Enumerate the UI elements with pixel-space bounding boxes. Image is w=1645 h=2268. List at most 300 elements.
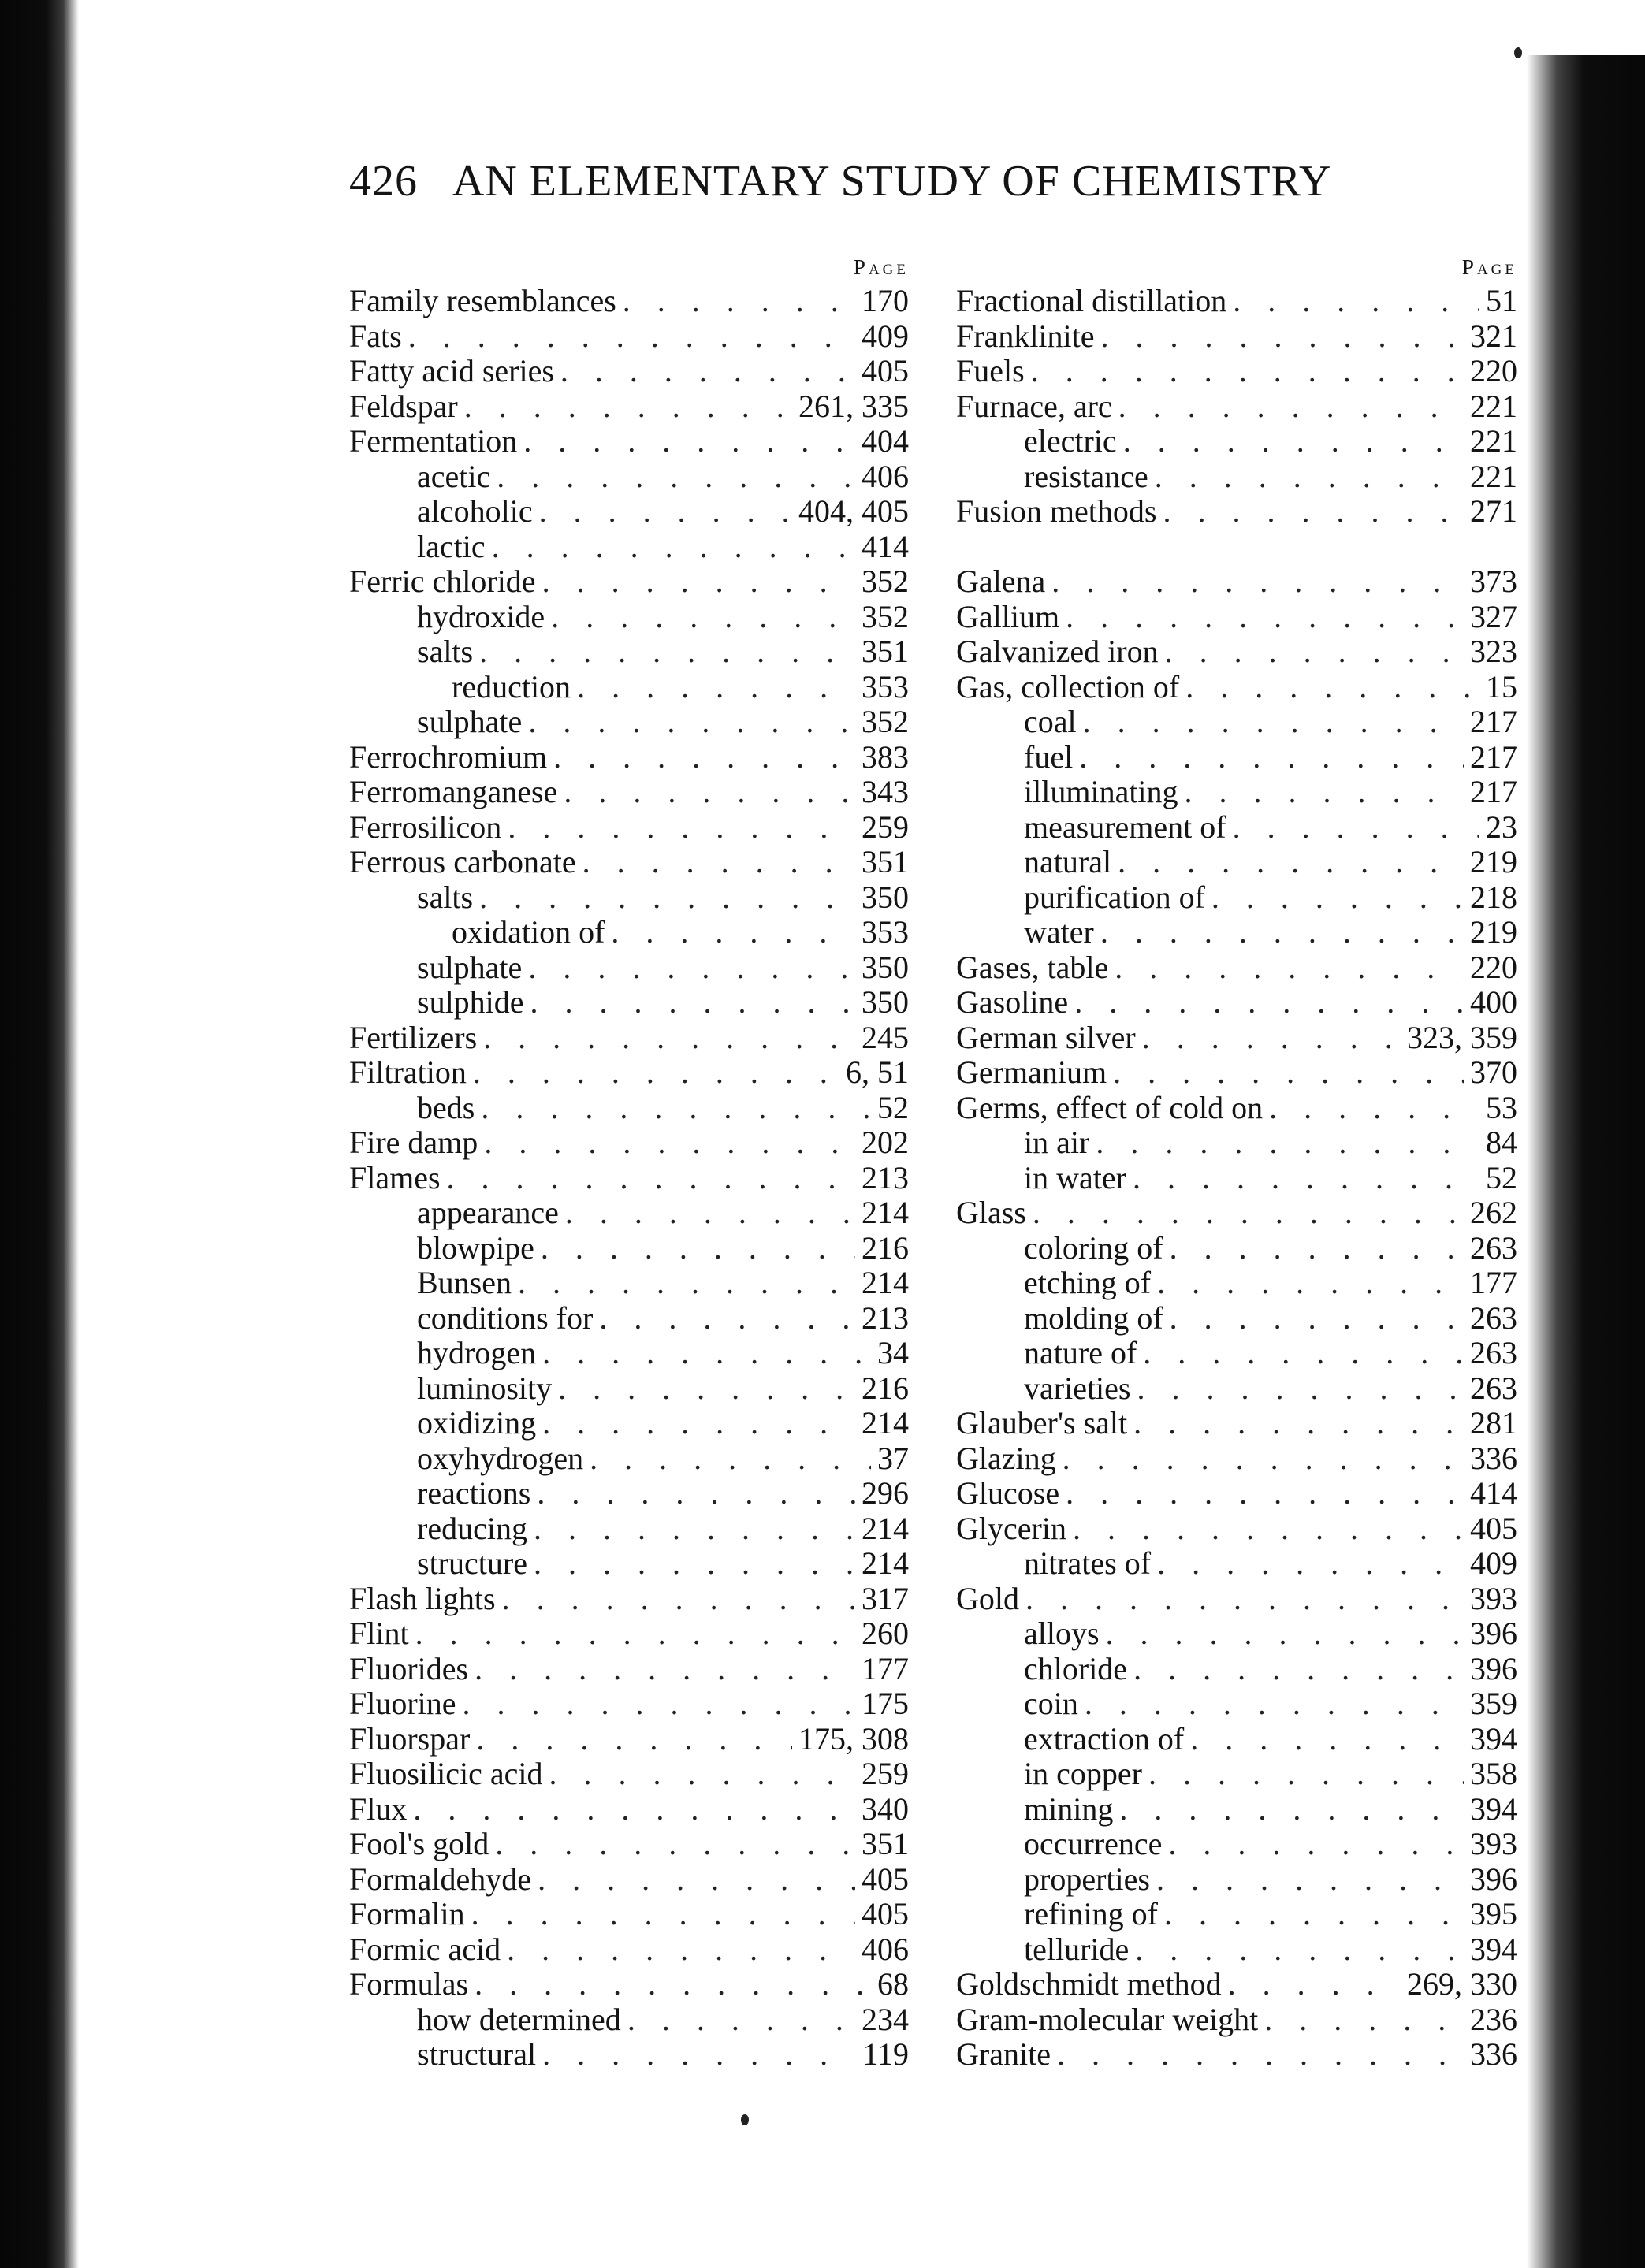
page-reference: 175, 308 <box>798 1720 909 1757</box>
page-reference: 351 <box>862 634 909 669</box>
page-reference: 359 <box>1470 1686 1517 1721</box>
index-term: Germanium <box>956 1054 1107 1090</box>
index-term: oxidizing <box>417 1405 537 1441</box>
index-term: oxidation of <box>452 914 605 950</box>
page-reference: 400 <box>1470 984 1517 1020</box>
dot-leader <box>549 1757 855 1792</box>
page-reference: 214 <box>862 1545 909 1581</box>
index-column-right <box>956 251 1517 2073</box>
page-reference: 373 <box>1470 563 1517 599</box>
dot-leader <box>508 810 855 846</box>
page-reference: 353 <box>862 668 909 705</box>
index-entry <box>956 634 1517 670</box>
index-entry <box>349 1231 909 1266</box>
dot-leader <box>1118 845 1464 880</box>
dot-leader <box>1211 880 1464 916</box>
page-reference: 409 <box>862 318 909 354</box>
index-term: salts <box>417 634 474 669</box>
index-entry <box>349 810 909 846</box>
index-term: Fluorides <box>349 1650 469 1686</box>
page-reference: 259 <box>862 1756 909 1791</box>
dot-leader <box>1051 564 1464 600</box>
index-term: Fuels <box>956 353 1025 389</box>
index-term: coloring of <box>1024 1229 1163 1266</box>
page-reference: 261, 335 <box>798 388 909 424</box>
dot-leader <box>447 1161 855 1196</box>
index-term: Glauber's salt <box>956 1405 1128 1441</box>
index-term: etching of <box>1024 1265 1152 1300</box>
page-reference: 216 <box>862 1229 909 1266</box>
dot-leader <box>492 530 855 565</box>
index-term: fuel <box>1024 738 1074 775</box>
index-term: hydrogen <box>417 1335 537 1370</box>
dot-leader <box>1066 600 1464 635</box>
index-entry <box>956 775 1517 810</box>
dot-leader <box>479 880 855 916</box>
scan-edge-right <box>1527 55 1645 2268</box>
page-reference: 177 <box>1470 1265 1517 1300</box>
dot-leader <box>1096 1125 1479 1161</box>
dot-leader <box>1185 670 1479 705</box>
page-reference: 358 <box>1470 1756 1517 1791</box>
index-entry <box>956 1441 1517 1477</box>
dot-leader <box>1142 1021 1401 1056</box>
index-entry <box>956 2002 1517 2038</box>
index-entry <box>349 1125 909 1161</box>
index-term: Gram-molecular weight <box>956 2001 1259 2037</box>
page-reference: 409 <box>1470 1545 1517 1581</box>
index-entry <box>349 1827 909 1862</box>
dot-leader <box>1033 1195 1464 1231</box>
dot-leader <box>1113 1055 1464 1091</box>
index-entry <box>956 1827 1517 1862</box>
dot-leader <box>484 1125 855 1161</box>
index-term: blowpipe <box>417 1229 534 1266</box>
index-term: reduction <box>452 668 571 705</box>
index-entry <box>349 1021 909 1056</box>
index-entry <box>956 2037 1517 2073</box>
page-reference: 321 <box>1470 318 1517 354</box>
dot-leader <box>1100 915 1464 950</box>
index-entry <box>349 915 909 950</box>
dot-leader <box>1106 1616 1464 1652</box>
page-reference: 350 <box>862 984 909 1020</box>
dot-leader <box>582 845 855 880</box>
dot-leader <box>590 1441 871 1477</box>
index-term: Flash lights <box>349 1580 496 1616</box>
index-term: electric <box>1024 423 1117 459</box>
index-entry <box>349 284 909 319</box>
dot-leader <box>1170 1301 1464 1337</box>
page-reference: 23 <box>1486 809 1517 845</box>
index-term: luminosity <box>417 1370 553 1406</box>
index-entry <box>349 494 909 530</box>
index-entry <box>956 1897 1517 1932</box>
page-reference: 214 <box>862 1510 909 1546</box>
index-entry <box>349 1546 909 1582</box>
dot-leader <box>553 740 855 775</box>
index-term: coal <box>1024 704 1077 739</box>
dot-leader <box>483 1021 855 1056</box>
index-term: Ferrochromium <box>349 738 548 775</box>
index-term: extraction of <box>1024 1720 1185 1757</box>
index-term: Feldspar <box>349 388 458 424</box>
index-term: acetic <box>417 458 491 494</box>
dot-leader <box>475 1652 855 1687</box>
index-entry <box>956 1757 1517 1792</box>
dot-leader <box>560 354 855 389</box>
page-reference: 269, 330 <box>1407 1966 1517 2002</box>
index-term: Germs, effect of cold on <box>956 1089 1264 1125</box>
page-reference: 262 <box>1470 1195 1517 1230</box>
page-reference: 406 <box>862 1931 909 1967</box>
index-entry <box>349 634 909 670</box>
index-term: Gas, collection of <box>956 668 1180 705</box>
dot-leader <box>1083 705 1464 740</box>
page-reference: 34 <box>877 1335 909 1370</box>
index-entry-list <box>956 284 1517 2073</box>
dot-leader <box>542 564 855 600</box>
index-entry <box>349 530 909 565</box>
page-reference: 214 <box>862 1405 909 1441</box>
index-term: Fire damp <box>349 1125 478 1160</box>
index-entry-list <box>349 284 909 2073</box>
index-term: coin <box>1024 1686 1078 1721</box>
index-term: resistance <box>1024 458 1148 494</box>
index-term: reactions <box>417 1475 531 1511</box>
index-term: reducing <box>417 1510 527 1546</box>
dot-leader <box>463 1686 855 1722</box>
index-entry <box>349 950 909 986</box>
dot-leader <box>473 1055 839 1091</box>
index-term: Gasoline <box>956 984 1069 1020</box>
index-term: alloys <box>1024 1615 1100 1651</box>
index-entry <box>349 1055 909 1091</box>
index-term: Fatty acid series <box>349 353 554 389</box>
page-reference: 220 <box>1470 353 1517 389</box>
dot-leader <box>537 1476 855 1511</box>
index-entry <box>349 1967 909 2002</box>
index-entry <box>956 880 1517 916</box>
index-term: Furnace, arc <box>956 388 1112 424</box>
page-reference: 119 <box>862 2036 909 2072</box>
dot-leader <box>495 1827 855 1862</box>
index-term: chloride <box>1024 1650 1128 1686</box>
index-term: Formic acid <box>349 1931 501 1967</box>
page-reference: 396 <box>1470 1650 1517 1686</box>
page-reference: 219 <box>1470 844 1517 879</box>
page-reference: 218 <box>1470 879 1517 915</box>
index-entry <box>956 1371 1517 1407</box>
dot-leader <box>1085 1686 1464 1722</box>
dot-leader <box>1074 985 1464 1021</box>
index-entry <box>349 424 909 459</box>
page-reference: 170 <box>862 283 909 318</box>
index-entry <box>349 1161 909 1196</box>
index-term: Fluorine <box>349 1686 456 1721</box>
page-reference: 52 <box>877 1089 909 1125</box>
index-entry <box>349 459 909 495</box>
page-reference: 217 <box>1470 704 1517 739</box>
index-entry <box>349 1336 909 1371</box>
index-term: water <box>1024 914 1094 950</box>
page-reference: 350 <box>862 949 909 985</box>
dot-leader <box>542 2037 856 2073</box>
index-term: Fool's gold <box>349 1826 489 1861</box>
page-reference: 281 <box>1470 1405 1517 1441</box>
dot-leader <box>551 600 855 635</box>
page-reference: 396 <box>1470 1615 1517 1651</box>
page-reference: 351 <box>862 844 909 879</box>
index-entry <box>349 1266 909 1301</box>
page-reference: 234 <box>862 2001 909 2037</box>
index-entry <box>956 564 1517 600</box>
dot-leader <box>413 1792 855 1827</box>
dot-leader <box>599 1301 855 1337</box>
dot-leader <box>1157 1546 1464 1582</box>
index-term: Fats <box>349 318 402 354</box>
dot-leader <box>1133 1406 1464 1441</box>
page-reference: 15 <box>1486 668 1517 705</box>
index-entry <box>956 1055 1517 1091</box>
index-term: Fusion methods <box>956 493 1157 529</box>
index-entry <box>349 1406 909 1441</box>
index-term: Family resemblances <box>349 283 616 318</box>
dot-leader <box>1143 1336 1464 1371</box>
page-reference: 296 <box>862 1475 909 1511</box>
index-entry <box>956 1862 1517 1898</box>
dot-leader <box>1157 1266 1464 1301</box>
index-term: illuminating <box>1024 774 1178 809</box>
index-term: Filtration <box>349 1054 467 1090</box>
index-entry <box>349 389 909 425</box>
dot-leader <box>408 319 855 355</box>
dot-leader <box>1123 424 1464 459</box>
page-reference: 221 <box>1470 388 1517 424</box>
index-entry <box>956 1336 1517 1371</box>
page-reference: 214 <box>862 1265 909 1300</box>
dot-leader <box>558 1371 855 1407</box>
page-reference: 340 <box>862 1790 909 1827</box>
index-entry <box>956 1266 1517 1301</box>
index-term: German silver <box>956 1019 1136 1055</box>
page-reference: 323, 359 <box>1407 1019 1517 1055</box>
page-reference: 213 <box>862 1299 909 1336</box>
index-term: Flux <box>349 1790 408 1827</box>
index-term: nitrates of <box>1024 1545 1152 1581</box>
page-reference: 352 <box>862 563 909 599</box>
index-term: Fractional distillation <box>956 283 1227 318</box>
dot-leader <box>1155 459 1464 495</box>
index-term: Bunsen <box>417 1265 512 1300</box>
index-term: Granite <box>956 2036 1051 2072</box>
page-reference: 51 <box>1486 283 1517 318</box>
dot-leader <box>415 1616 855 1652</box>
dot-leader <box>1073 1511 1464 1547</box>
page-reference: 219 <box>1470 914 1517 950</box>
page-reference: 317 <box>862 1580 909 1616</box>
index-term: Goldschmidt method <box>956 1966 1222 2002</box>
index-entry <box>956 459 1517 495</box>
dot-leader <box>1135 1932 1464 1968</box>
index-entry <box>956 1091 1517 1126</box>
index-term: measurement of <box>1024 809 1226 845</box>
page-reference: 352 <box>862 598 909 634</box>
page-number: 426 <box>349 157 418 206</box>
index-entry <box>349 1511 909 1547</box>
dot-leader <box>518 1266 855 1301</box>
dot-leader <box>1063 1441 1464 1477</box>
index-entry <box>956 1161 1517 1196</box>
index-entry <box>956 389 1517 425</box>
index-entry <box>956 284 1517 319</box>
dot-leader <box>475 1967 871 2002</box>
page-reference: 343 <box>862 774 909 809</box>
dot-leader <box>481 1091 871 1126</box>
index-entry <box>349 985 909 1021</box>
dot-leader <box>534 1511 855 1547</box>
page-reference: 259 <box>862 809 909 845</box>
index-entry <box>349 775 909 810</box>
dot-leader <box>1101 319 1464 355</box>
dot-leader <box>530 985 855 1021</box>
dot-leader <box>1165 634 1464 670</box>
dot-leader <box>1031 354 1464 389</box>
index-term: Ferric chloride <box>349 563 536 599</box>
dot-leader <box>1133 1161 1479 1196</box>
index-entry <box>956 705 1517 740</box>
index-term: Flames <box>349 1159 441 1195</box>
page-reference: 213 <box>862 1159 909 1195</box>
index-entry <box>956 494 1517 530</box>
index-entry <box>956 424 1517 459</box>
page-reference: 214 <box>862 1195 909 1230</box>
index-term: Ferrosilicon <box>349 809 502 845</box>
page-reference: 350 <box>862 879 909 915</box>
index-term: Galena <box>956 563 1046 599</box>
index-entry <box>349 1722 909 1757</box>
page-reference: 245 <box>862 1019 909 1055</box>
dot-leader <box>1185 775 1464 810</box>
page-reference: 414 <box>1470 1475 1517 1511</box>
index-term: oxyhydrogen <box>417 1440 584 1476</box>
index-entry <box>349 1441 909 1477</box>
dot-leader <box>1264 2002 1464 2038</box>
page-reference: 260 <box>862 1615 909 1651</box>
index-column-left <box>349 251 909 2073</box>
index-entry <box>349 740 909 775</box>
index-entry <box>349 1757 909 1792</box>
page-reference: 37 <box>877 1440 909 1476</box>
dot-leader <box>1119 1792 1464 1827</box>
index-term: varieties <box>1024 1370 1131 1406</box>
page-reference: 394 <box>1470 1720 1517 1757</box>
index-entry <box>956 354 1517 389</box>
page-reference: 263 <box>1470 1370 1517 1406</box>
index-entry <box>349 1792 909 1827</box>
index-term: Gold <box>956 1580 1019 1616</box>
index-term: structure <box>417 1545 527 1581</box>
index-entry <box>956 1511 1517 1547</box>
page-reference: 216 <box>862 1370 909 1406</box>
index-entry <box>956 1195 1517 1231</box>
index-entry <box>956 319 1517 355</box>
index-term: Glycerin <box>956 1510 1066 1546</box>
page-reference: 217 <box>1470 738 1517 775</box>
index-term: Gallium <box>956 598 1060 634</box>
column-header-page: Page <box>853 255 909 279</box>
index-term: Formaldehyde <box>349 1861 532 1897</box>
dot-leader <box>534 1546 855 1582</box>
index-entry <box>956 810 1517 846</box>
page-reference: 395 <box>1470 1896 1517 1932</box>
index-entry <box>956 1686 1517 1722</box>
dot-leader <box>1156 1862 1464 1898</box>
index-entry <box>956 1021 1517 1056</box>
dot-leader <box>1137 1371 1464 1407</box>
scan-speck <box>1514 47 1522 58</box>
index-term: sulphate <box>417 949 523 985</box>
index-entry <box>349 2037 909 2073</box>
dot-leader <box>542 1336 871 1371</box>
dot-leader <box>542 1406 855 1441</box>
index-entry <box>956 1125 1517 1161</box>
dot-leader <box>1233 284 1479 319</box>
index-entry <box>349 705 909 740</box>
index-term: in air <box>1024 1125 1090 1160</box>
page-reference: 393 <box>1470 1826 1517 1861</box>
index-term: refining of <box>1024 1896 1158 1932</box>
index-term: sulphide <box>417 984 524 1020</box>
index-term: sulphate <box>417 704 523 739</box>
index-entry <box>956 1301 1517 1337</box>
page-reference: 221 <box>1470 458 1517 494</box>
dot-leader <box>538 1862 855 1898</box>
page-reference: 263 <box>1470 1335 1517 1370</box>
dot-leader <box>1025 1582 1464 1617</box>
dot-leader <box>1118 389 1464 425</box>
index-term: telluride <box>1024 1931 1130 1967</box>
index-entry <box>956 1967 1517 2002</box>
index-entry <box>956 1616 1517 1652</box>
dot-leader <box>577 670 855 705</box>
index-term: Flint <box>349 1615 409 1651</box>
dot-leader <box>476 1722 792 1757</box>
dot-leader <box>539 494 792 530</box>
page-reference: 323 <box>1470 634 1517 669</box>
dot-leader <box>1269 1091 1479 1126</box>
book-title: AN ELEMENTARY STUDY OF CHEMISTRY <box>452 157 1332 206</box>
dot-leader <box>1163 494 1464 530</box>
dot-leader <box>1079 740 1464 775</box>
index-entry <box>349 1091 909 1126</box>
index-entry <box>956 1582 1517 1617</box>
page-reference: 394 <box>1470 1790 1517 1827</box>
dot-leader <box>1170 1231 1464 1266</box>
running-head <box>349 156 1331 206</box>
dot-leader <box>627 2002 855 2038</box>
dot-leader <box>1057 2037 1464 2073</box>
page-reference: 220 <box>1470 949 1517 985</box>
page-reference: 6, 51 <box>846 1054 909 1090</box>
index-term: purification of <box>1024 879 1205 915</box>
dot-leader <box>623 284 855 319</box>
index-term: Ferrous carbonate <box>349 844 576 879</box>
index-term: Ferromanganese <box>349 774 558 809</box>
index-term: Fluorspar <box>349 1720 471 1757</box>
dot-leader <box>1115 950 1464 986</box>
dot-leader <box>1133 1652 1464 1687</box>
